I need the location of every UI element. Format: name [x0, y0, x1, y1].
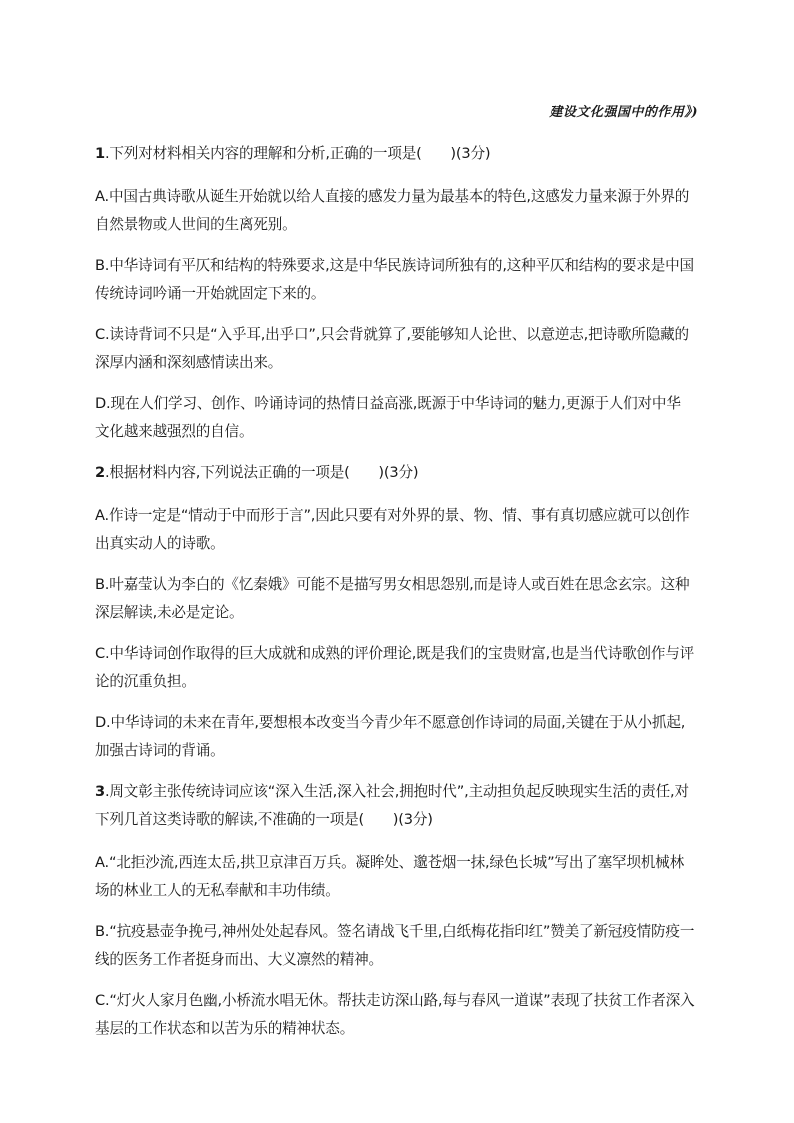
question-2 — [95, 459, 695, 765]
option-d: D.现在人们学习、创作、吟诵诗词的热情日益高涨,既源于中华诗词的魅力,更源于人们对中华文化越来越强烈的自信。 — [95, 395, 681, 440]
option-c: C.“灯火人家月色幽,小桥流水唱无休。帮扶走访深山路,每与春风一道谋”表现了扶贫工作者深入基层的工作状态和以苦为乐的精神状态。 — [95, 992, 695, 1037]
question-number: 3 — [95, 783, 105, 800]
question-text: .根据材料内容,下列说法正确的一项是( )(3分) — [104, 464, 419, 481]
option-a: A.作诗一定是“情动于中而形于言”,因此只要有对外界的景、物、情、事有真切感应就可以创作出真实动人的诗歌。 — [95, 507, 690, 552]
question-list — [95, 140, 695, 1056]
source-citation-tail: 建设文化强国中的作用》) — [549, 105, 698, 120]
question-number: 1 — [95, 145, 105, 162]
option-d: D.中华诗词的未来在青年,要想根本改变当今青少年不愿意创作诗词的局面,关键在于从小抓起,加强古诗词的背诵。 — [95, 714, 686, 759]
option-a: A.“北拒沙流,西连太岳,拱卫京津百万兵。凝眸处、邈苍烟一抹,绿色长城”写出了塞罕坝机械林场的林业工人的无私奉献和丰功伟绩。 — [95, 854, 684, 899]
option-b: B.中华诗词有平仄和结构的特殊要求,这是中华民族诗词所独有的,这种平仄和结构的要求是中国传统诗词吟诵一开始就固定下来的。 — [95, 257, 694, 302]
question-text: .周文彰主张传统诗词应该“深入生活,深入社会,拥抱时代”,主动担负起反映现实生活的责任,对下列几首这类诗歌的解读,不准确的一项是( )(3分) — [95, 783, 689, 828]
option-c: C.读诗背词不只是“入乎耳,出乎口”,只会背就算了,要能够知人论世、以意逆志,把诗歌所隐藏的深厚内涵和深刻感情读出来。 — [95, 326, 689, 371]
option-a: A.中国古典诗歌从诞生开始就以给人直接的感发力量为最基本的特色,这感发力量来源于外界的自然景物或人世间的生离死别。 — [95, 188, 690, 233]
option-c: C.中华诗词创作取得的巨大成就和成熟的评价理论,既是我们的宝贵财富,也是当代诗歌创作与评论的沉重负担。 — [95, 645, 695, 690]
question-3 — [95, 778, 695, 1043]
option-b: B.“抗疫悬壶争挽弓,神州处处起春风。签名请战飞千里,白纸梅花指印红”赞美了新冠疫情防疫一线的医务工作者挺身而出、大义凛然的精神。 — [95, 923, 695, 968]
option-b: B.叶嘉莹认为李白的《忆秦娥》可能不是描写男女相思怨别,而是诗人或百姓在思念玄宗。这种深层解读,未必是定论。 — [95, 576, 690, 621]
question-stem — [95, 778, 695, 834]
question-number: 2 — [95, 464, 105, 481]
question-stem — [95, 459, 695, 487]
question-stem — [95, 140, 695, 168]
question-text: .下列对材料相关内容的理解和分析,正确的一项是( )(3分) — [104, 145, 491, 162]
question-1 — [95, 140, 695, 446]
